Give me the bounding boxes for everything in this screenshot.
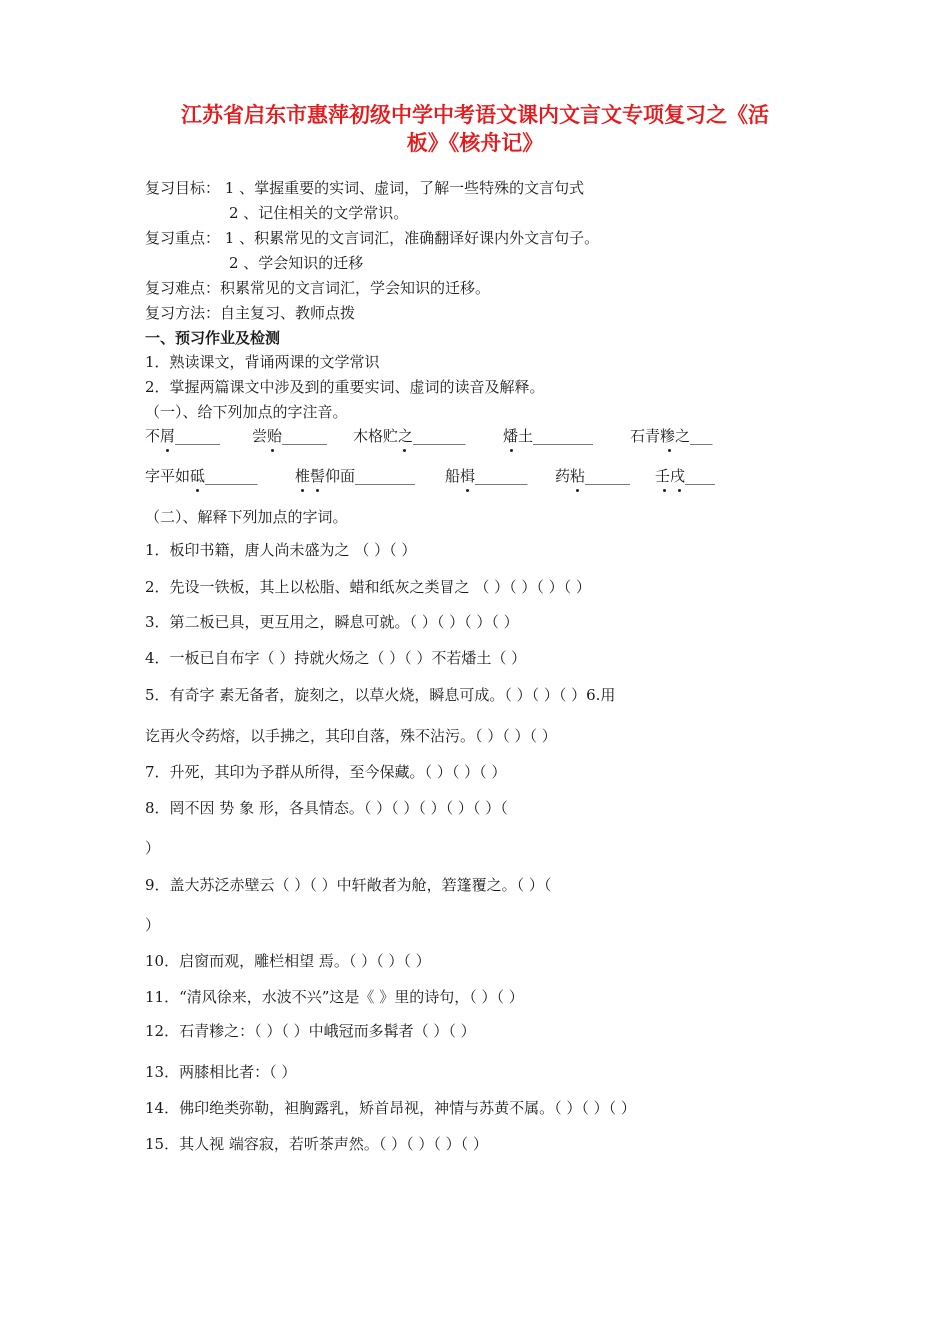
pinyin-item: 燔土________: [503, 427, 594, 445]
emphasis-dot: [576, 489, 579, 492]
pinyin-item: 壬戌____: [655, 467, 716, 485]
question-5: 5．有奇字 素无备者，旋刻之，以草火烧，瞬息可成。（ ）（ ）（ ）6.用: [145, 686, 616, 704]
question-6: 讫再火令药熔，以手拂之，其印自落，殊不沾污。（ ）（ ）（ ）: [145, 727, 557, 745]
question-10: 10．启窗而观，雕栏相望 焉。（ ）（ ）（ ）: [145, 952, 431, 970]
pinyin-item: 尝贻______: [252, 427, 328, 445]
question-13: 13．两膝相比者：（ ）: [145, 1063, 297, 1081]
question-9: 9．盖大苏泛赤壁云（ ）（ ）中轩敞者为舱，箬篷覆之。（ ）（: [145, 876, 552, 894]
emphasis-dot: [663, 489, 666, 492]
pinyin-item: 石青糁之___: [630, 427, 713, 445]
review-goal-2: 2 、记住相关的文学常识。: [229, 204, 409, 222]
pinyin-item: 木格贮之_______: [353, 427, 466, 445]
pinyin-item: 字平如砥_______: [145, 467, 258, 485]
emphasis-dot: [166, 449, 169, 452]
question-4: 4．一板已自布字（ ）持就火炀之（ ）（ ）不若燔土（ ）: [145, 649, 527, 667]
question-2: 2．先设一铁板，其上以松脂、蜡和纸灰之类冒之 （ ）（ ）（ ）（ ）: [145, 578, 591, 596]
part2-heading: （二）、解释下列加点的字词。: [145, 508, 348, 526]
pinyin-item: 不屑______: [145, 427, 221, 445]
emphasis-dot: [678, 489, 681, 492]
pinyin-item: 船楫_______: [445, 467, 528, 485]
question-7: 7．升死，其印为予群从所得，至今保藏。（ ）（ ）（ ）: [145, 763, 507, 781]
emphasis-dot: [403, 449, 406, 452]
review-goal-1: 复习目标： 1 、掌握重要的实词、虚词，了解一些特殊的文言句式: [145, 179, 585, 197]
task-2: 2．掌握两篇课文中涉及到的重要实词、虚词的读音及解释。: [145, 378, 545, 396]
emphasis-dot: [301, 489, 304, 492]
question-3: 3．第二板已具，更互用之，瞬息可就。（ ）（ ）（ ）（ ）: [145, 613, 519, 631]
question-9-wrap: ）: [145, 916, 161, 934]
emphasis-dot: [271, 449, 274, 452]
pinyin-item: 椎髻仰面________: [295, 467, 416, 485]
question-11: 11．“清风徐来，水波不兴”这是《 》里的诗句，（ ）（ ）: [145, 988, 524, 1006]
emphasis-dot: [196, 489, 199, 492]
question-12: 12．石青糁之：（ ）（ ）中峨冠而多髯者（ ）（ ）: [145, 1022, 476, 1040]
review-difficulty: 复习难点：积累常见的文言词汇，学会知识的迁移。: [145, 279, 491, 297]
question-1: 1．板印书籍，唐人尚未盛为之 （ ）（ ）: [145, 541, 417, 559]
emphasis-dot: [510, 449, 513, 452]
emphasis-dot: [466, 489, 469, 492]
question-8: 8．罔不因 势 象 形，各具情态。（ ）（ ）（ ）（ ）（ ）（: [145, 799, 508, 817]
part1-heading: （一）、给下列加点的字注音。: [145, 403, 348, 421]
review-method: 复习方法：自主复习、教师点拨: [145, 304, 356, 322]
question-14: 14．佛印绝类弥勒，袒胸露乳，矫首昂视，神情与苏黄不属。（ ）（ ）（ ）: [145, 1099, 636, 1117]
review-focus-2: 2 、学会知识的迁移: [229, 254, 364, 272]
question-8-wrap: ）: [145, 839, 161, 857]
question-15: 15．其人视 端容寂，若听茶声然。（ ）（ ）（ ）（ ）: [145, 1135, 488, 1153]
emphasis-dot: [316, 489, 319, 492]
section-heading-1: 一、预习作业及检测: [145, 329, 281, 347]
doc-title-line2: 板》《核舟记》: [406, 130, 544, 155]
review-focus-1: 复习重点： 1 、积累常见的文言词汇，准确翻译好课内外文言句子。: [145, 229, 600, 247]
pinyin-item: 药粘______: [555, 467, 631, 485]
emphasis-dot: [668, 449, 671, 452]
doc-title-line1: 江苏省启东市惠萍初级中学中考语文课内文言文专项复习之《活: [181, 102, 769, 127]
task-1: 1．熟读课文，背诵两课的文学常识: [145, 353, 380, 371]
pinyin-row-2: [145, 466, 765, 488]
pinyin-row-1: [145, 426, 765, 448]
